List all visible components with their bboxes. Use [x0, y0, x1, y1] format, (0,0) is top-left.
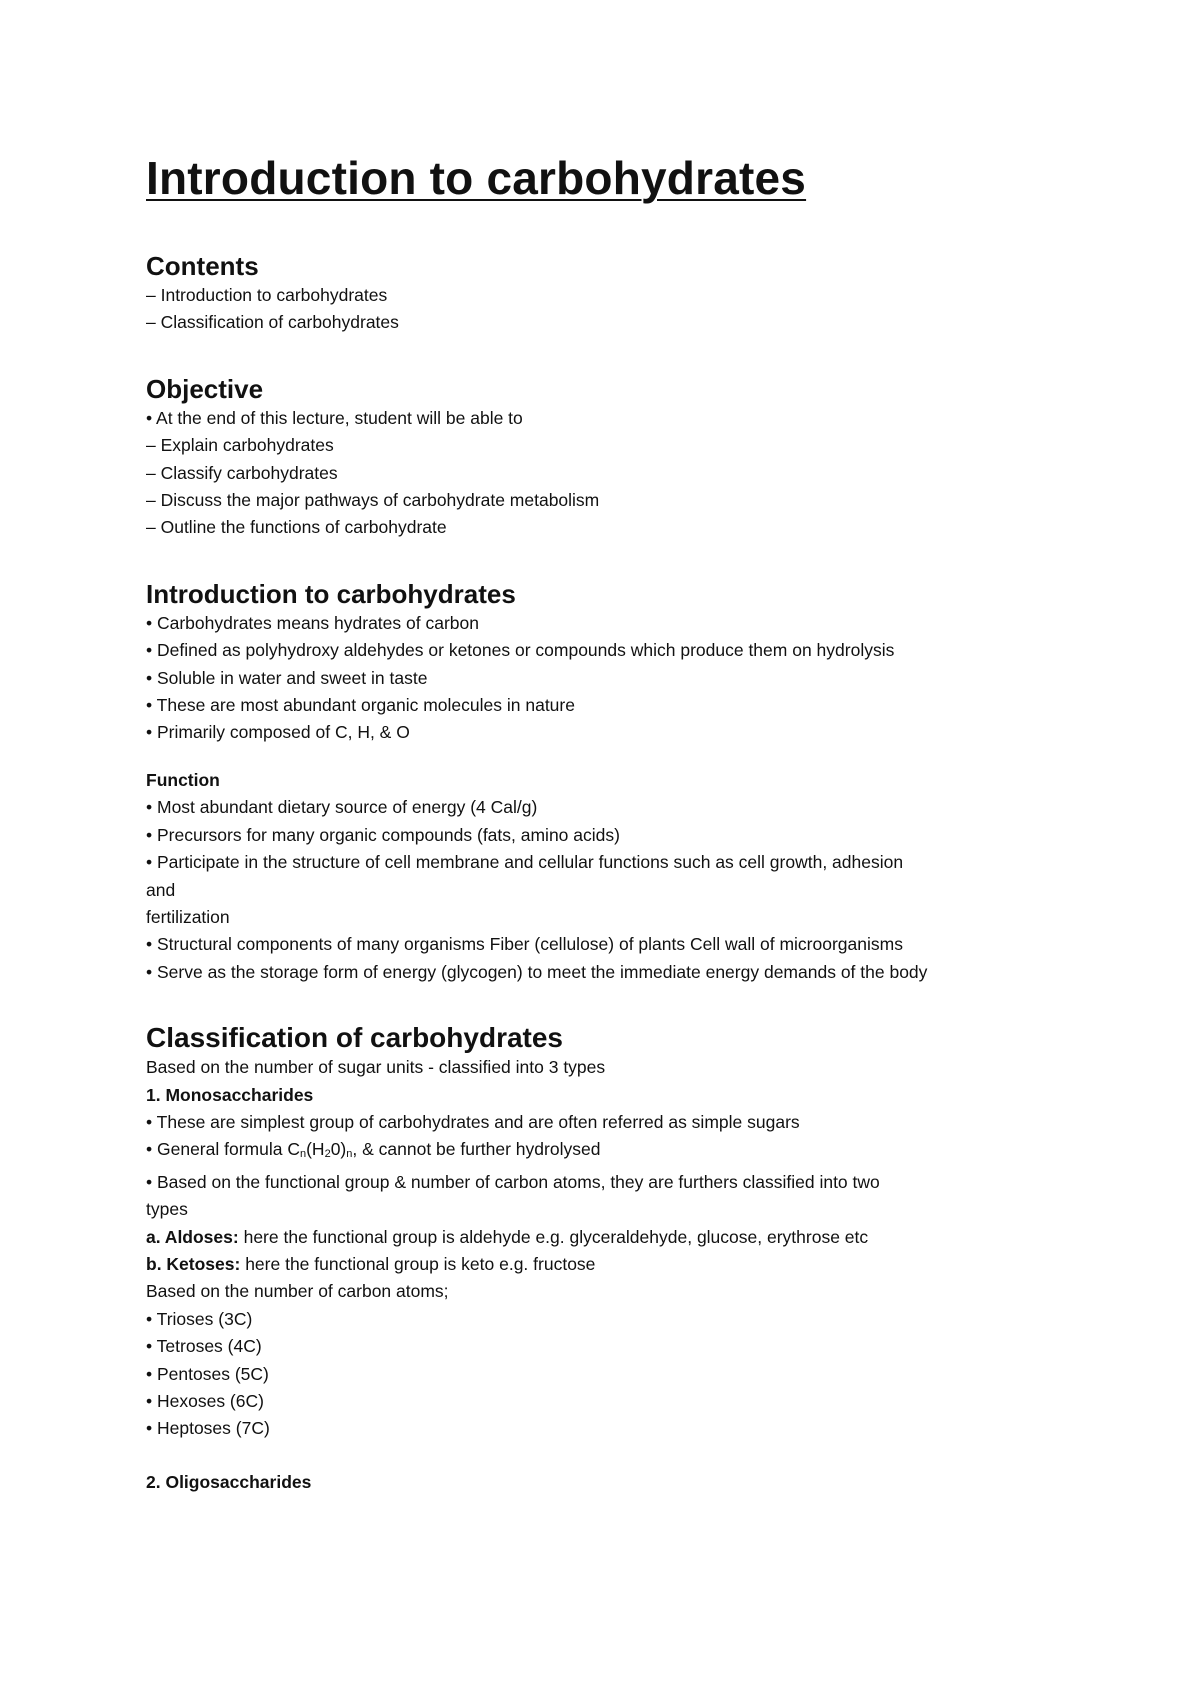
function-item: • Serve as the storage form of energy (glycogen) to meet the immediate energy demands of the body: [146, 961, 928, 982]
introduction-section: [146, 578, 1086, 747]
document-page: [146, 150, 1086, 1496]
carbon-item: • Trioses (3C): [146, 1308, 253, 1329]
aldoses-label: a. Aldoses:: [146, 1226, 239, 1247]
contents-heading: Contents: [146, 251, 259, 281]
introduction-item: • Defined as polyhydroxy aldehydes or ketones or compounds which produce them on hydrolysis: [146, 640, 895, 661]
introduction-item: • Soluble in water and sweet in taste: [146, 667, 428, 688]
carbon-item: • Tetroses (4C): [146, 1336, 262, 1357]
document-title: Introduction to carbohydrates: [146, 152, 807, 204]
classification-heading: Classification of carbohydrates: [146, 1022, 564, 1054]
introduction-item: • Primarily composed of C, H, & O: [146, 722, 410, 743]
aldoses-line: [146, 1224, 1086, 1251]
monosaccharides-item: types: [146, 1199, 188, 1220]
classification-intro: Based on the number of sugar units - classified into 3 types: [146, 1057, 606, 1078]
introduction-heading: Introduction to carbohydrates: [146, 578, 516, 609]
aldoses-text: here the functional group is aldehyde e.g. glyceraldehyde, glucose, erythrose etc: [238, 1226, 869, 1247]
objective-item: – Outline the functions of carbohydrate: [146, 517, 447, 538]
introduction-item: • Carbohydrates means hydrates of carbon: [146, 612, 479, 633]
carbon-item: • Hexoses (6C): [146, 1391, 264, 1411]
carbon-item: • Pentoses (5C): [146, 1363, 269, 1384]
objective-item: – Discuss the major pathways of carbohydrate metabolism: [146, 490, 600, 511]
ketoses-line: [146, 1251, 1086, 1278]
objective-item: • At the end of this lecture, student will be able to: [146, 407, 523, 428]
carbon-atoms-intro: Based on the number of carbon atoms;: [146, 1281, 449, 1302]
objective-item: – Explain carbohydrates: [146, 435, 334, 456]
ketoses-text: here the functional group is keto e.g. fructose: [240, 1253, 596, 1274]
contents-item: – Classification of carbohydrates: [146, 312, 399, 333]
function-item: • Participate in the structure of cell membrane and cellular functions such as cell growth, adhesion: [146, 852, 904, 873]
carbon-item: • Heptoses (7C): [146, 1418, 270, 1439]
objective-section: [146, 373, 1086, 542]
oligosaccharides-heading: 2. Oligosaccharides: [146, 1471, 312, 1492]
function-item: and: [146, 879, 176, 900]
contents-item: – Introduction to carbohydrates: [146, 285, 388, 305]
monosaccharides-item: • These are simplest group of carbohydrates and are often referred as simple sugars: [146, 1111, 800, 1132]
function-item: • Most abundant dietary source of energy (4 Cal/g): [146, 797, 538, 818]
objective-heading: Objective: [146, 373, 264, 404]
classification-section: [146, 1022, 1086, 1496]
function-heading: Function: [146, 769, 220, 790]
monosaccharides-heading: 1. Monosaccharides: [146, 1084, 314, 1105]
function-item: fertilization: [146, 906, 230, 927]
contents-section: [146, 250, 1086, 337]
introduction-item: • These are most abundant organic molecules in nature: [146, 695, 575, 716]
function-item: • Structural components of many organisms Fiber (cellulose) of plants Cell wall of microorganisms: [146, 934, 903, 955]
general-formula-line: • General formula $C_n(H_20)_n$, & cannot be further hydrolysed: [146, 1139, 601, 1161]
monosaccharides-item: • Based on the functional group & number of carbon atoms, they are furthers classified into two: [146, 1171, 880, 1192]
function-item: • Precursors for many organic compounds (fats, amino acids): [146, 824, 620, 845]
ketoses-label: b. Ketoses:: [146, 1253, 241, 1274]
objective-item: – Classify carbohydrates: [146, 462, 338, 483]
function-section: [146, 767, 1086, 986]
